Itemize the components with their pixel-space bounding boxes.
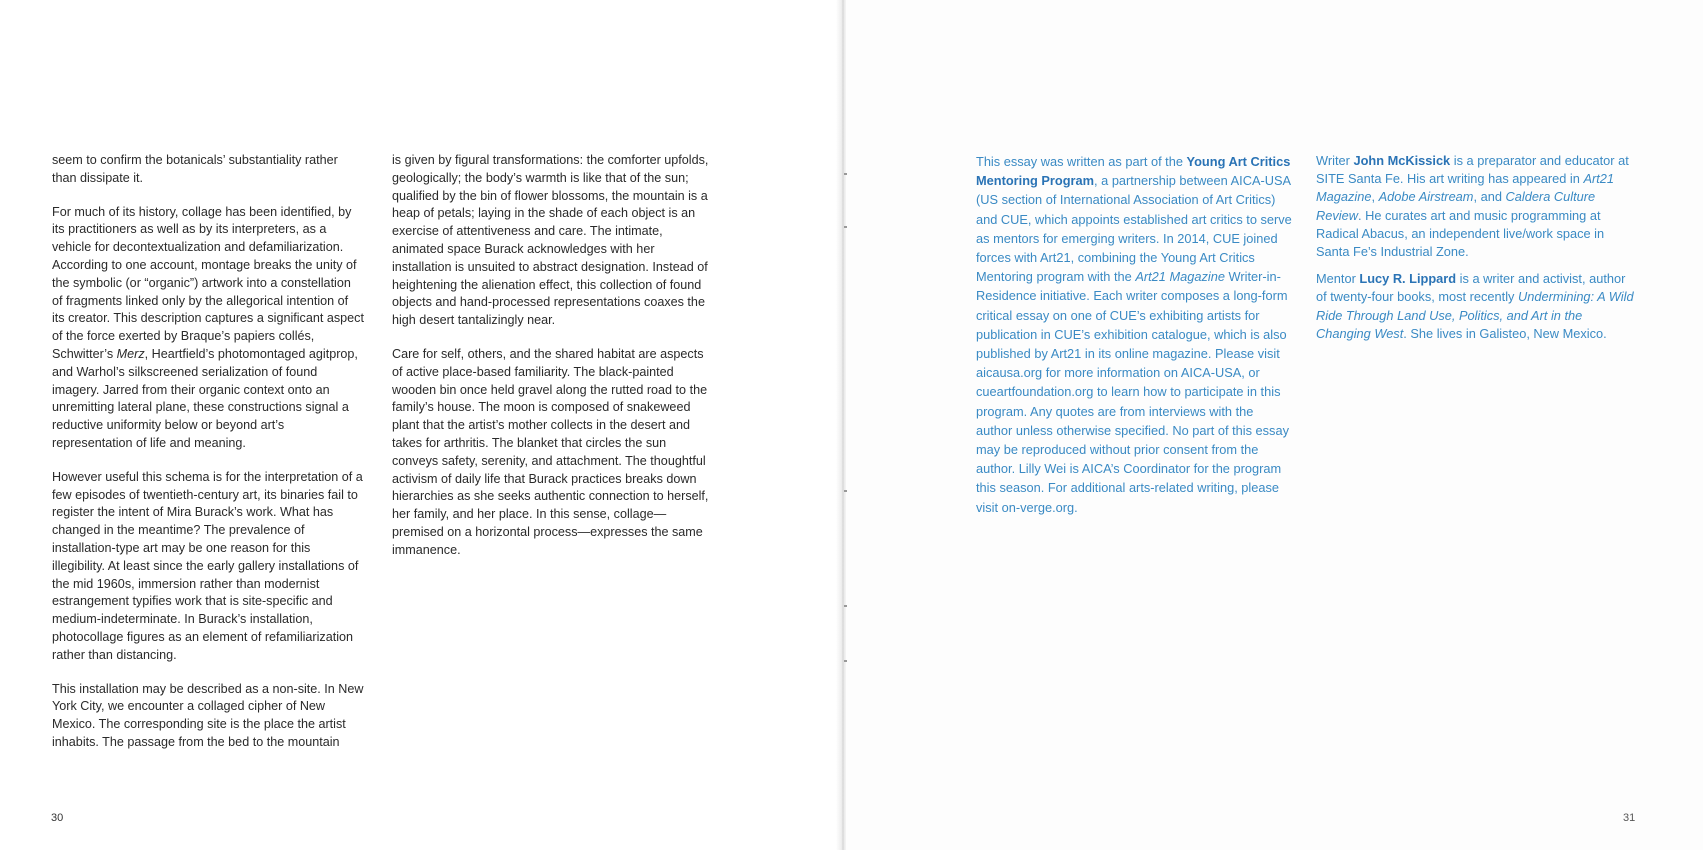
mentor-name: Lucy R. Lippard [1359, 271, 1457, 287]
essay-column-1 [52, 152, 364, 768]
paragraph-text: However useful this schema is for the interpretation of a few episodes of twentieth-century art, its binaries fail to register the intent of Mira Burack’s work. What has changed in the meantime? The prevalence of installation-type art may be one reason for this illegibility. At least since the early gallery installations of the mid 1960s, immersion rather than modernist estrangement typifies work that is site-specific and medium-indeterminate. In Burack’s installation, photocollage figures as an element of refamiliarization rather than distancing. [52, 469, 363, 662]
paragraph [52, 681, 364, 752]
paragraph [52, 204, 364, 453]
italic-title: Merz [116, 346, 145, 361]
paragraph [52, 152, 364, 188]
scan-speck [844, 660, 847, 662]
scan-speck [844, 490, 847, 492]
mentor-bio: Mentor Lucy R. Lippard is a writer and activist, author of twenty-four books, most recently Undermining: A Wild Ride Through Land Use, Politics, and Art in the Changing West. She lives in Galisteo, New Mexico. [1316, 271, 1634, 341]
note-text: , a partnership between AICA-USA (US section of International Association of Art Critics) and CUE, which appoints established art critics to serve as mentors for emerging writers. In 2014, CUE joined forces with Art21, combining the Young Art Critics Mentoring program with the [976, 173, 1292, 285]
paragraph-text: Care for self, others, and the shared habitat are aspects of active place-based familiarity. The black-painted wooden bin once held gravel along the rutted road to the family’s house. The moon is composed of snakeweed plant that the artist’s mother collects in the desert and takes for arthritis. The blanket that circles the sun conveys safety, serenity, and attachment. The thoughtful activism of daily life that Burack practices breaks down hierarchies as she seeks authentic connection to herself, her family, and her place. In this sense, collage—premised on a horizontal process—expresses the same immanence. [392, 346, 709, 557]
program-name: Young Art Critics Mentoring Program [976, 154, 1291, 189]
paragraph [392, 152, 714, 330]
note-text: Writer-in-Residence initiative. Each writer composes a long-form critical essay on one of CUE’s exhibiting artists for publication in CUE’s exhibition catalogue, which is also published by Art21 in its online magazine. Please visit aicausa.org for more information on AICA-USA, or cueartfoundation.org to learn how to participate in this program. Any quotes are from interviews with the author unless otherwise specified. No part of this essay may be reproduced without prior consent from the author. Lilly Wei is AICA’s Coordinator for the program this season. For additional arts-related writing, please visit on-verge.org. [976, 269, 1289, 515]
note-text: This essay was written as part of the [976, 154, 1187, 169]
program-note-column [976, 152, 1292, 517]
italic-title: Art21 Magazine [1316, 171, 1615, 205]
essay-column-2 [392, 152, 714, 576]
paragraph [52, 469, 364, 665]
page-number: 30 [51, 812, 64, 824]
italic-title: Art21 Magazine [1135, 269, 1225, 285]
page-number: 31 [1623, 812, 1636, 824]
italic-title: Undermining: A Wild Ride Through Land Use, Politics, and Art in the Changing West [1316, 289, 1634, 341]
scan-speck [844, 173, 847, 175]
paragraph-text: For much of its history, collage has been identified, by its practitioners as well as by its interpreters, as a vehicle for decontextualization and defamiliarization. According to one account, montage breaks the unity of the symbolic (or “organic”) artwork into a constellation of fragments linked only by the allegorical intention of its creator. This description captures a significant aspect of the force exerted by Braque’s papiers collés, Schwitter’s [52, 204, 364, 361]
scan-speck [844, 605, 847, 607]
scan-speck [844, 226, 847, 228]
bios-column [1316, 152, 1636, 352]
left-page [0, 0, 842, 850]
paragraph-text: This installation may be described as a non-site. In New York City, we encounter a collaged cipher of New Mexico. The corresponding site is the place the artist inhabits. The passage from the bed to the mountain [52, 681, 364, 749]
writer-bio: Writer John McKissick is a preparator and educator at SITE Santa Fe. His art writing has appeared in Art21 Magazine, Adobe Airstream, and Caldera Culture Review. He curates art and music programming at Radical Abacus, an independent live/work space in Santa Fe’s Industrial Zone. [1316, 153, 1629, 260]
writer-name: John McKissick [1353, 153, 1451, 168]
paragraph [392, 346, 714, 560]
paragraph-text: is given by figural transformations: the comforter upfolds, geologically; the body’s warmth is like that of the sun; qualified by the bin of flower blossoms, the mountain is a heap of petals; laying in the shade of each object is an exercise of attentiveness and care. The intimate, animated space Burack acknowledges with her installation is unsuited to abstract designation. Instead of heightening the alienation effect, this collection of found objects and hand-processed representations coaxes the high desert tantalizingly near. [392, 153, 709, 328]
italic-title: Caldera Culture Review [1316, 189, 1596, 223]
italic-title: Adobe Airstream [1378, 189, 1474, 205]
paragraph-text: seem to confirm the botanicals’ substantiality rather than dissipate it. [52, 153, 338, 185]
paragraph-text: , Heartfield’s photomontaged agitprop, and Warhol’s silkscreened serialization of found imagery. Jarred from their organic context onto an unremitting lateral plane, these constructions signal a reductive uniformity below or beyond art’s representation of life and meaning. [52, 346, 358, 450]
